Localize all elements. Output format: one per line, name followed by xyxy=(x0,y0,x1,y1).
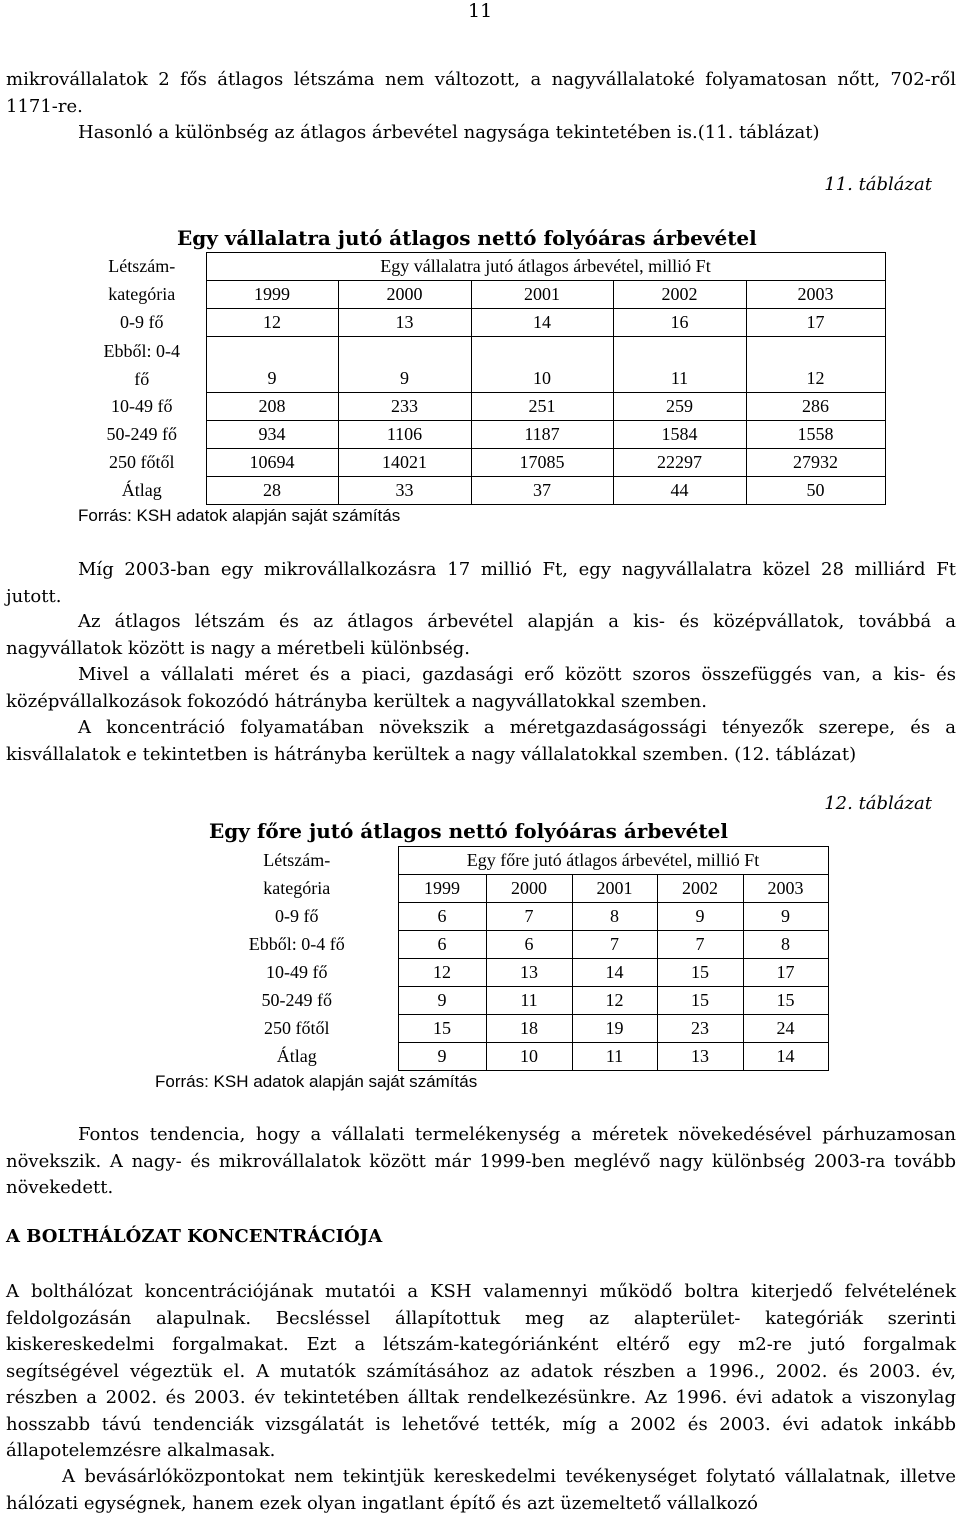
cell: 9 xyxy=(398,987,486,1015)
cell: 9 xyxy=(657,903,743,931)
category-header-line1: Létszám- xyxy=(263,850,331,870)
cell: 11 xyxy=(486,987,572,1015)
cell: 6 xyxy=(398,903,486,931)
year-header: 2002 xyxy=(613,281,746,309)
cell: 18 xyxy=(486,1015,572,1043)
cell: 208 xyxy=(206,393,338,421)
cell: 233 xyxy=(338,393,471,421)
cell: 23 xyxy=(657,1015,743,1043)
row-label: Átlag xyxy=(276,1046,317,1066)
cell: 1558 xyxy=(746,421,885,449)
intro-paragraph xyxy=(6,67,956,120)
year-header: 2000 xyxy=(486,875,572,903)
cell: 8 xyxy=(743,931,828,959)
year-header: 2000 xyxy=(338,281,471,309)
cell: 17 xyxy=(746,309,885,337)
intro-text: mikrovállalatok 2 fős átlagos létszáma nem változott, a nagyvállalatoké folyamatosan nőtt, 702-ről 1171-re. xyxy=(6,69,956,117)
cell: 9 xyxy=(206,337,338,393)
cell: 44 xyxy=(613,477,746,505)
table-11-source: Forrás: KSH adatok alapján saját számítás xyxy=(78,506,401,525)
year-header: 1999 xyxy=(206,281,338,309)
cell: 7 xyxy=(486,903,572,931)
cell: 12 xyxy=(572,987,657,1015)
year-header: 2003 xyxy=(746,281,885,309)
paragraph xyxy=(6,1464,956,1517)
paragraph-text: Míg 2003-ban egy mikrovállalkozásra 17 millió Ft, egy nagyvállalatra közel 28 milliárd Ft jutott. xyxy=(6,559,956,607)
cell: 934 xyxy=(206,421,338,449)
cell: 10 xyxy=(471,337,613,393)
cell: 12 xyxy=(746,337,885,393)
category-header-line2: kategória xyxy=(263,878,331,898)
table-12-reference: 12. táblázat xyxy=(824,793,932,814)
row-label: 50-249 fő xyxy=(106,424,177,444)
table-12 xyxy=(196,846,829,1071)
cell: 15 xyxy=(398,1015,486,1043)
cell: 9 xyxy=(338,337,471,393)
cell: 22297 xyxy=(613,449,746,477)
cell: 14 xyxy=(572,959,657,987)
table-row xyxy=(78,393,885,421)
row-label: Átlag xyxy=(121,480,162,500)
group-header: Egy főre jutó átlagos árbevétel, millió Ft xyxy=(398,847,828,875)
table-row xyxy=(196,987,828,1015)
cell: 251 xyxy=(471,393,613,421)
paragraph xyxy=(6,1279,956,1465)
cell: 1584 xyxy=(613,421,746,449)
paragraph xyxy=(6,557,956,610)
table-row xyxy=(78,477,885,505)
table-12-title: Egy főre jutó átlagos nettó folyóáras árbevétel xyxy=(209,819,728,843)
cell: 11 xyxy=(572,1043,657,1071)
cell: 7 xyxy=(657,931,743,959)
cell: 14 xyxy=(743,1043,828,1071)
row-label-line2: fő xyxy=(134,368,150,389)
paragraph-text: A bolthálózat koncentrációjának mutatói a KSH valamennyi működő boltra kiterjedő felvételének feldolgozásán alapulnak. Becsléssel állapítottuk meg az alapterület- kategóriák szerinti kiskereskedelmi forgalmakat. Ezt a létszám-kategóriánként eltérő egy m2-re jutó forgalmak segítségével végeztük el. A mutatók számításához az adatok részben a 1996., 2002. és 2003. év, részben a 2002. és 2003. év tekintetében álltak rendelkezésünkre. Az 1996. évi adatok a viszonylag hosszabb távú tendenciák vizsgálatát is lehetővé tették, míg a 2002 és 2003. évi adatok inkább állapotelemzésre alkalmasak. xyxy=(6,1281,956,1461)
paragraph-text: Az átlagos létszám és az átlagos árbevétel alapján a kis- és középvállatok, továbbá a nagyvállatok között is nagy a méretbeli különbség. xyxy=(6,611,956,659)
cell: 286 xyxy=(746,393,885,421)
cell: 9 xyxy=(743,903,828,931)
row-label-line1: Ebből: 0-4 xyxy=(103,340,180,361)
cell: 7 xyxy=(572,931,657,959)
paragraph-text: A koncentráció folyamatában növekszik a méretgazdaságossági tényezők szerepe, és a kisvállalatok e tekintetben is hátrányba kerültek a nagy vállalatokkal szemben. (12. táblázat) xyxy=(6,717,956,765)
row-label: 10-49 fő xyxy=(111,396,173,416)
table-row xyxy=(78,421,885,449)
cell: 14021 xyxy=(338,449,471,477)
cell: 13 xyxy=(486,959,572,987)
cell: 12 xyxy=(206,309,338,337)
cell: 9 xyxy=(398,1043,486,1071)
cell: 6 xyxy=(486,931,572,959)
year-header: 2001 xyxy=(572,875,657,903)
cell: 13 xyxy=(338,309,471,337)
table-row xyxy=(196,1015,828,1043)
table-row xyxy=(196,903,828,931)
paragraph xyxy=(6,662,956,715)
cell: 259 xyxy=(613,393,746,421)
cell: 15 xyxy=(657,959,743,987)
cell: 16 xyxy=(613,309,746,337)
table-row xyxy=(196,931,828,959)
cell: 10694 xyxy=(206,449,338,477)
cell: 24 xyxy=(743,1015,828,1043)
cell: 1187 xyxy=(471,421,613,449)
row-label: 0-9 fő xyxy=(120,312,164,332)
table-row xyxy=(196,959,828,987)
paragraph xyxy=(6,1122,956,1202)
cell: 27932 xyxy=(746,449,885,477)
cell: 6 xyxy=(398,931,486,959)
intro-paragraph-2 xyxy=(6,120,956,147)
cell: 15 xyxy=(657,987,743,1015)
cell: 11 xyxy=(613,337,746,393)
cell: 50 xyxy=(746,477,885,505)
cell: 28 xyxy=(206,477,338,505)
year-header: 2002 xyxy=(657,875,743,903)
year-header: 2001 xyxy=(471,281,613,309)
intro-text-2: Hasonló a különbség az átlagos árbevétel nagysága tekintetében is.(11. táblázat) xyxy=(78,122,820,143)
cell: 19 xyxy=(572,1015,657,1043)
table-11 xyxy=(78,252,886,505)
section-heading: A BOLTHÁLÓZAT KONCENTRÁCIÓJA xyxy=(6,1226,383,1247)
row-label: 0-9 fő xyxy=(275,906,319,926)
table-11-reference: 11. táblázat xyxy=(824,174,932,195)
cell: 10 xyxy=(486,1043,572,1071)
category-header-line2: kategória xyxy=(108,284,176,304)
paragraph-text: Mivel a vállalati méret és a piaci, gazdasági erő között szoros összefüggés van, a kis- és középvállalkozások fokozódó hátrányba kerültek a nagyvállatokkal szemben. xyxy=(6,664,956,712)
cell: 15 xyxy=(743,987,828,1015)
cell: 17085 xyxy=(471,449,613,477)
year-header: 1999 xyxy=(398,875,486,903)
cell: 1106 xyxy=(338,421,471,449)
paragraph-text: A bevásárlóközpontokat nem tekintjük kereskedelmi tevékenységet folytató vállalatnak, illetve hálózati egységnek, hanem ezek olyan ingatlant építő és azt üzemeltető vállalkozó xyxy=(6,1466,956,1514)
paragraph-text: Fontos tendencia, hogy a vállalati termelékenység a méretek növekedésével párhuzamosan növekszik. A nagy- és mikrovállalatok között már 1999-ben meglévő nagy különbség 2003-ra tovább növekedett. xyxy=(6,1124,956,1198)
cell: 14 xyxy=(471,309,613,337)
row-label xyxy=(78,337,206,393)
table-row xyxy=(196,1043,828,1071)
cell: 33 xyxy=(338,477,471,505)
year-header: 2003 xyxy=(743,875,828,903)
table-12-source: Forrás: KSH adatok alapján saját számítás xyxy=(155,1072,478,1091)
table-11-title: Egy vállalatra jutó átlagos nettó folyóáras árbevétel xyxy=(177,226,757,250)
table-row xyxy=(78,337,885,393)
row-label: 10-49 fő xyxy=(266,962,328,982)
row-label: 50-249 fő xyxy=(261,990,332,1010)
cell: 12 xyxy=(398,959,486,987)
cell: 37 xyxy=(471,477,613,505)
cell: 8 xyxy=(572,903,657,931)
paragraph xyxy=(6,609,956,662)
paragraph xyxy=(6,715,956,768)
row-label: 250 főtől xyxy=(264,1018,330,1038)
row-label: 250 főtől xyxy=(109,452,175,472)
category-header-line1: Létszám- xyxy=(108,256,176,276)
cell: 13 xyxy=(657,1043,743,1071)
row-label: Ebből: 0-4 fő xyxy=(248,934,345,954)
table-row xyxy=(78,449,885,477)
group-header: Egy vállalatra jutó átlagos árbevétel, millió Ft xyxy=(206,253,885,281)
table-row xyxy=(78,309,885,337)
cell: 17 xyxy=(743,959,828,987)
page-number: 11 xyxy=(468,0,493,22)
